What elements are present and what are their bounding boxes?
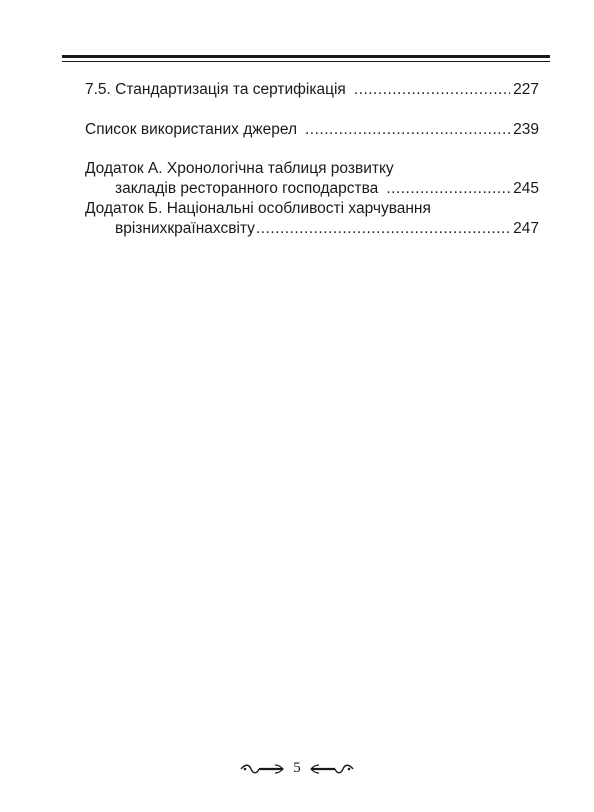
toc-entry-appendix-b[interactable] bbox=[85, 199, 539, 239]
toc-entry-page: 245 bbox=[513, 180, 539, 197]
toc-entry-title-line2: закладів ресторанного господарства bbox=[115, 180, 379, 197]
toc-entry-line2 bbox=[85, 179, 539, 199]
toc-entry-7-5[interactable] bbox=[85, 80, 539, 100]
toc-leader-dots bbox=[256, 219, 510, 239]
toc-leader-dots bbox=[354, 80, 510, 100]
page-footer bbox=[0, 760, 594, 777]
toc-leader-dots bbox=[305, 120, 510, 140]
toc-entry-title: Список використаних джерел bbox=[85, 121, 297, 138]
page-number: 5 bbox=[293, 760, 301, 776]
table-of-contents bbox=[85, 80, 539, 239]
toc-entry-line2 bbox=[85, 219, 539, 239]
toc-entry-title-line1: Додаток Б. Національні особливості харчування bbox=[85, 200, 431, 217]
scroll-ornament-left-icon bbox=[239, 762, 285, 776]
header-rule-thick bbox=[62, 55, 550, 58]
toc-entry-title-line1: Додаток А. Хронологічна таблиця розвитку bbox=[85, 160, 394, 177]
toc-entry-appendix-a[interactable] bbox=[85, 159, 539, 199]
header-rule-thin bbox=[62, 61, 550, 62]
toc-entry-title-line2: врізнихкраїнахсвіту bbox=[115, 220, 255, 237]
scroll-ornament-right-icon bbox=[309, 762, 355, 776]
toc-entry-page: 227 bbox=[513, 81, 539, 98]
toc-entry-references[interactable] bbox=[85, 120, 539, 140]
toc-leader-dots bbox=[386, 179, 510, 199]
toc-entry-title: 7.5. Стандартизація та сертифікація bbox=[85, 81, 346, 98]
toc-entry-page: 247 bbox=[513, 220, 539, 237]
toc-entry-page: 239 bbox=[513, 121, 539, 138]
